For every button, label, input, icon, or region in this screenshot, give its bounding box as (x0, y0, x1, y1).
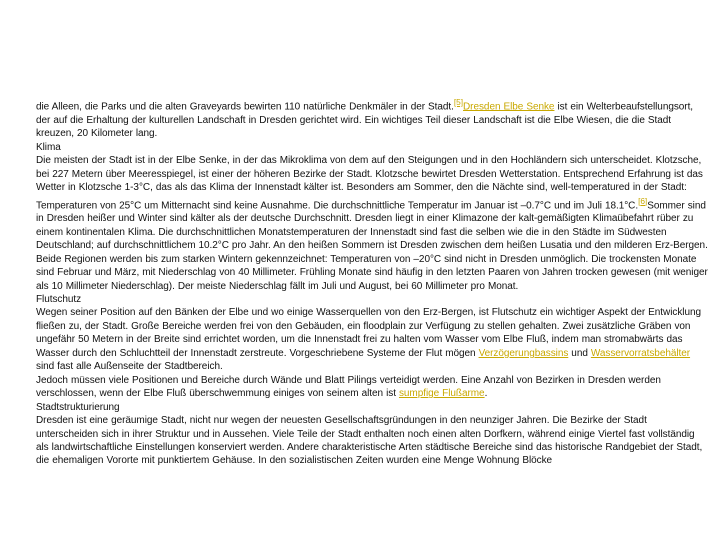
stadt-paragraph: Dresden ist eine geräumige Stadt, nicht nur wegen der neuesten Gesellschaftsgründungen in den neunziger Jahren. Die Bezirke der Stadt unterscheiden sich in ihrer Struktur und in Aussehen. Viele Teile der Stadt enthalten noch einen alten Dorfkern, während einige Viertel fast vollständig als landwirtschaftliche Einstellungen konserviert werden. Andere charakteristische Arten städtische Bereiche sind das historische Randgebiet der Stadt, die ehemaligen Vororte mit punktiertem Gehäuse. In den sozialistischen Zeiten wurden eine Menge Wohnung Blöcke (36, 415, 703, 467)
intro-paragraph (36, 96, 710, 141)
klima-paragraph (36, 154, 710, 293)
footnote-ref-5[interactable]: [5] (453, 97, 464, 107)
intro-text-end: ist ein Welterbeaufstellungsort, der auf die Erhaltung der kulturellen Landschaft in Dresden gerichtet wird. Ein wichtiges Teil dieser Landschaft ist die Elbe Wiesen, die die Stadt kreuzen, 20 Kilometer lang. (36, 101, 694, 140)
flutschutz-text-5: . (484, 388, 488, 400)
klima-text-end: Sommer sind in Dresden heißer und Winter sind kälter als der deutsche Durchschnitt. Dresden liegt in einer Klimazone der kalt-gemäßigten Klimaübefahrt rüber zu einem kontinentalen Klima. Die durchschnittlichen Monatstemperaturen der Innenstadt sind fast die selben wie die in den Städte im Südwesten Deutschland; auf durchschnittlichem 10.2°C pro Jahr. An den heißen Sommern ist Dresden zwischen dem heißen Lusatia und den milderen Erz-Bergen. Beide Regionen werden bis zum starken Wintern gekennzeichnet: Temperaturen von –20°C sind nicht in Dresden unmöglich. Die trockensten Monate sind Februar und März, mit Niederschlag von 40 Millimeter. Frühling Monate sind häufig in den letzten Paaren von Jahren trocken gewesen (mit weniger als 10 Millimeter Niederschlag). Der meiste Niederschlag fällt im Juli und August, bei 60 Millimeter pro Monat. (36, 199, 708, 292)
flutschutz-paragraph-1 (36, 306, 710, 373)
flutschutz-text-4: Jedoch müssen viele Positionen und Bereiche durch Wände und Blatt Pilings verteidigt werden. Eine Anzahl von Bezirken in Dresden werden verschlossen, wenn der Elbe Fluß überschwemmung einiges von seinem alten ist (36, 374, 661, 400)
link-verzoegerungbassins[interactable]: Verzögerungbassins (478, 347, 569, 359)
link-wasservorratsbehaelter[interactable]: Wasservorratsbehälter (590, 347, 691, 359)
heading-flutschutz: Flutschutz (36, 294, 82, 305)
klima-text-start: Die meisten der Stadt ist in der Elbe Senke, in der das Mikroklima von dem auf den Steigungen und in den Hochländern sich unterscheidet. Klotzsche, bei 227 Metern über Meeresspiegel, ist einer der höheren Bezirke der Stadt. Klotzsche bewirtet Dresden Wetterstation. Entsprechend Erfahrung ist das Wetter in Klotzsche 1-3°C, das als das Klima der Innenstadt kälter ist. Besonders am Sommer, den die Nächte sind, well-temperatured in der Stadt: Temperaturen von 25°C um Mitternacht sind keine Ausnahme. Die durchschnittliche Temperatur im Januar ist –0.7°C und im Juli 18.1°C. (36, 155, 703, 211)
flutschutz-paragraph-2 (36, 374, 710, 401)
flutschutz-text-2: und (568, 347, 591, 359)
heading-klima: Klima (36, 141, 61, 153)
footnote-ref-6[interactable]: [6] (638, 195, 648, 206)
heading-stadtstrukturierung: Stadtstrukturierung (36, 401, 120, 413)
flutschutz-text-3: sind fast alle Außenseite der Stadtbereich. (36, 361, 223, 373)
intro-text-start: die Alleen, die Parks und die alten Graveyards bewirten 110 natürliche Denkmäler in der Stadt. (36, 101, 454, 113)
link-dresden-elbe-senke[interactable]: Dresden Elbe Senke (463, 101, 555, 113)
link-sumpfige-flussarme[interactable]: sumpfige Flußarme (398, 388, 485, 400)
article-body (36, 96, 710, 468)
flutschutz-text-1: Wegen seiner Position auf den Bänken der Elbe und wo einige Wasserquellen von den Erz-Bergen, ist Flutschutz ein wichtiger Aspekt der Entwicklung fließen zu, der Stadt. Große Bereiche werden frei von den Gebäuden, ein floodplain zur Verfügung zu stellen gehalten. Zwei zusätzliche Gräben von ungefähr 50 Metern in der Breite sind errichtet worden, um die Innenstadt frei zu halten vom Wasser vom Elbe Fluß, indem man stromabwärts das Wasser durch den Schluchtteil der Innenstadt zerstreute. Vorgeschriebene Systeme der Flut mögen (36, 307, 701, 359)
